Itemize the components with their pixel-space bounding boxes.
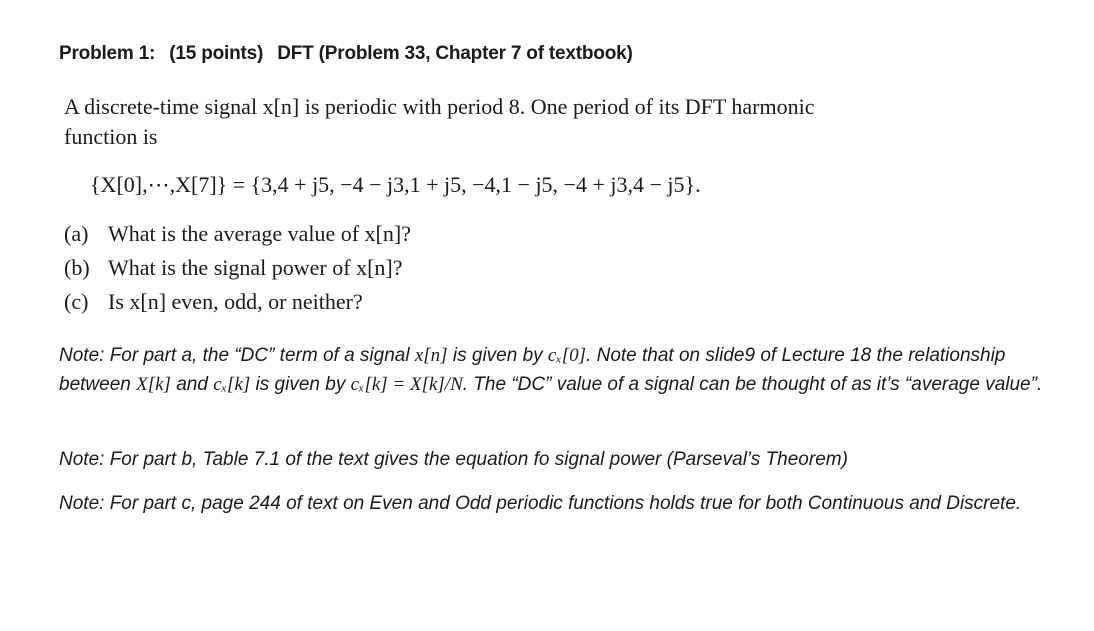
math-expression: X[k] xyxy=(136,374,171,395)
question-part-c xyxy=(64,287,411,321)
part-text: Is xyxy=(108,289,130,314)
note-part-c: Note: For part c, page 244 of text on Even and Odd periodic functions holds true for both Continuous and Discrete. xyxy=(59,493,1022,514)
note-part-b: Note: For part b, Table 7.1 of the text gives the equation fo signal power (Parseval’s Theorem) xyxy=(59,449,848,470)
part-text-end: even, odd, or neither? xyxy=(166,289,363,314)
note-text: is given by xyxy=(250,374,351,395)
problem-heading xyxy=(59,43,642,65)
part-text-end: ? xyxy=(401,221,411,246)
signal-symbol: x[n] xyxy=(129,289,167,314)
problem-topic: DFT (Problem 33, Chapter 7 of textbook) xyxy=(277,43,633,64)
problem-number: Problem 1: xyxy=(59,43,156,64)
part-text: What is the signal power of xyxy=(108,255,357,280)
part-label: (a) xyxy=(64,221,89,246)
math-expression: cₓ[k] xyxy=(213,374,251,395)
signal-symbol: x[n] xyxy=(356,255,393,280)
part-label: (c) xyxy=(64,289,89,314)
note-text: . Note that on slide9 of Lecture 18 the relationship between xyxy=(59,345,1006,395)
statement-text-continued: is periodic with period 8. One period of its DFT harmonic function is xyxy=(64,94,815,149)
part-text-end: ? xyxy=(392,255,403,280)
note-text: . The “DC” value of a signal can be thought of as it’s “average value”. xyxy=(462,374,1043,395)
statement-text: A discrete-time signal xyxy=(64,94,263,119)
question-part-b xyxy=(64,253,411,287)
part-label: (b) xyxy=(64,255,90,280)
note-text: Note: For part a, the “DC” term of a signal xyxy=(59,345,415,366)
math-expression: cₓ[k] = X[k]/N xyxy=(350,374,463,395)
note-text: and xyxy=(170,374,214,395)
problem-points: (15 points) xyxy=(169,43,264,64)
problem-statement xyxy=(64,92,884,152)
signal-symbol: x[n] xyxy=(262,94,300,119)
part-text: What is the average value of xyxy=(108,221,365,246)
signal-symbol: x[n] xyxy=(364,221,402,246)
question-part-a xyxy=(64,219,411,253)
math-expression: cₓ[0] xyxy=(547,345,587,366)
question-parts xyxy=(64,219,411,321)
math-expression: x[n] xyxy=(414,345,448,366)
dft-formula: {X[0],⋯,X[7]} = {3,4 + j5, −4 − j3,1 + j5, −4,1 − j5, −4 + j3,4 − j5}. xyxy=(90,172,701,197)
note-text: is given by xyxy=(447,345,548,366)
note-part-a xyxy=(59,341,1079,399)
